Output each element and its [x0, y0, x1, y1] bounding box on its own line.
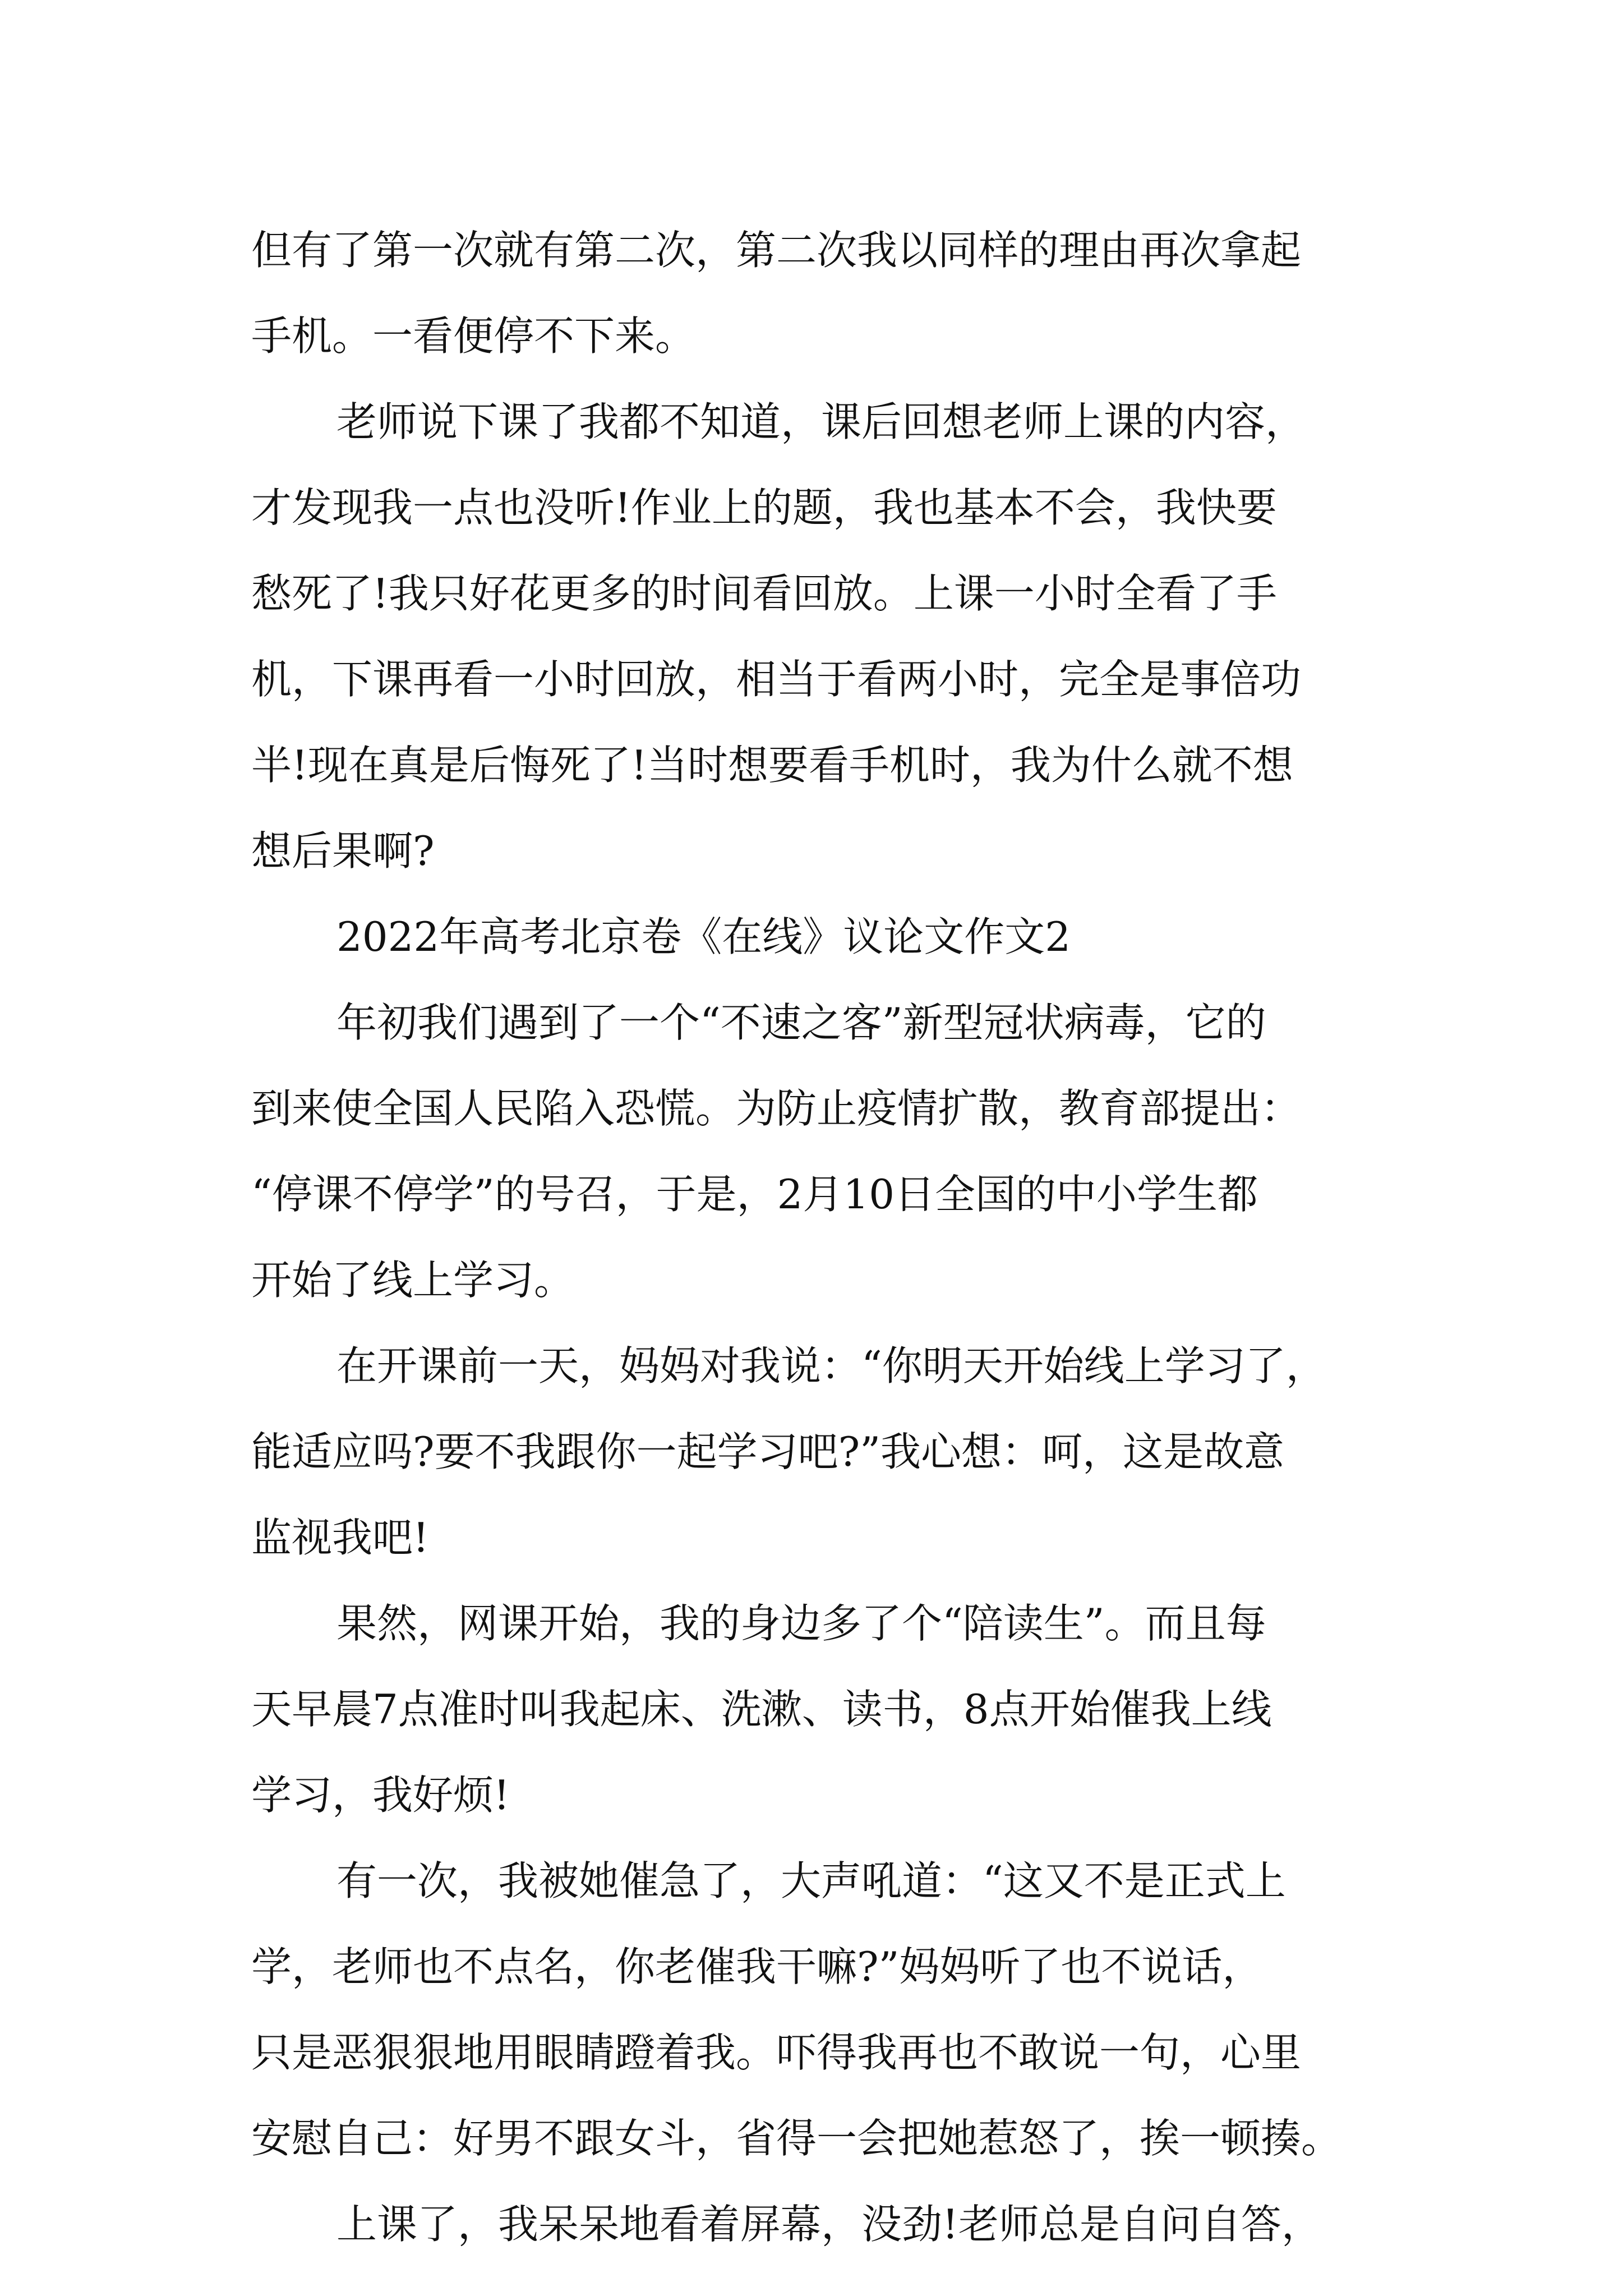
text-line: 愁死了!我只好花更多的时间看回放。上课一小时全看了手 — [251, 570, 1277, 617]
text-line: 但有了第一次就有第二次，第二次我以同样的理由再次拿起 — [251, 227, 1302, 274]
text-line: 果然，网课开始，我的身边多了个“陪读生”。而且每 — [336, 1600, 1266, 1647]
text-line: 到来使全国人民陷入恐慌。为防止疫情扩散，教育部提出： — [251, 1085, 1302, 1132]
text-line: 半!现在真是后悔死了!当时想要看手机时，我为什么就不想 — [251, 742, 1293, 789]
text-line: 能适应吗?要不我跟你一起学习吧?”我心想：呵，这是故意 — [251, 1428, 1285, 1475]
text-line: “停课不停学”的号召，于是，2月10日全国的中小学生都 — [251, 1171, 1258, 1218]
text-line: 开始了线上学习。 — [251, 1257, 575, 1304]
text-line: 上课了，我呆呆地看着屏幕，没劲!老师总是自问自答， — [336, 2201, 1322, 2248]
text-line: 想后果啊? — [251, 827, 435, 875]
text-line: 手机。一看便停不下来。 — [251, 312, 696, 360]
text-line: 学习，我好烦! — [251, 1772, 510, 1819]
text-line: 才发现我一点也没听!作业上的题，我也基本不会，我快要 — [251, 484, 1277, 531]
text-line: 老师说下课了我都不知道，课后回想老师上课的内容， — [336, 398, 1306, 445]
document-body — [251, 208, 1395, 2267]
text-line: 只是恶狠狠地用眼睛蹬着我。吓得我再也不敢说一句，心里 — [251, 2029, 1302, 2076]
text-line: 机，下课再看一小时回放，相当于看两小时，完全是事倍功 — [251, 656, 1302, 703]
text-line: 学，老师也不点名，你老催我干嘛?”妈妈听了也不说话， — [251, 1943, 1263, 1990]
text-line: 监视我吧! — [251, 1514, 429, 1561]
text-line: 年初我们遇到了一个“不速之客”新型冠状病毒，它的 — [336, 999, 1266, 1046]
section-heading: 2022年高考北京卷《在线》议论文作文2 — [336, 913, 1071, 960]
text-line: 安慰自己：好男不跟女斗，省得一会把她惹怒了，挨一顿揍。 — [251, 2115, 1342, 2162]
text-line: 有一次，我被她催急了，大声吼道：“这又不是正式上 — [336, 1857, 1286, 1904]
text-line: 在开课前一天，妈妈对我说：“你明天开始线上学习了， — [336, 1342, 1326, 1389]
text-line: 天早晨7点准时叫我起床、洗漱、读书，8点开始催我上线 — [251, 1686, 1272, 1733]
